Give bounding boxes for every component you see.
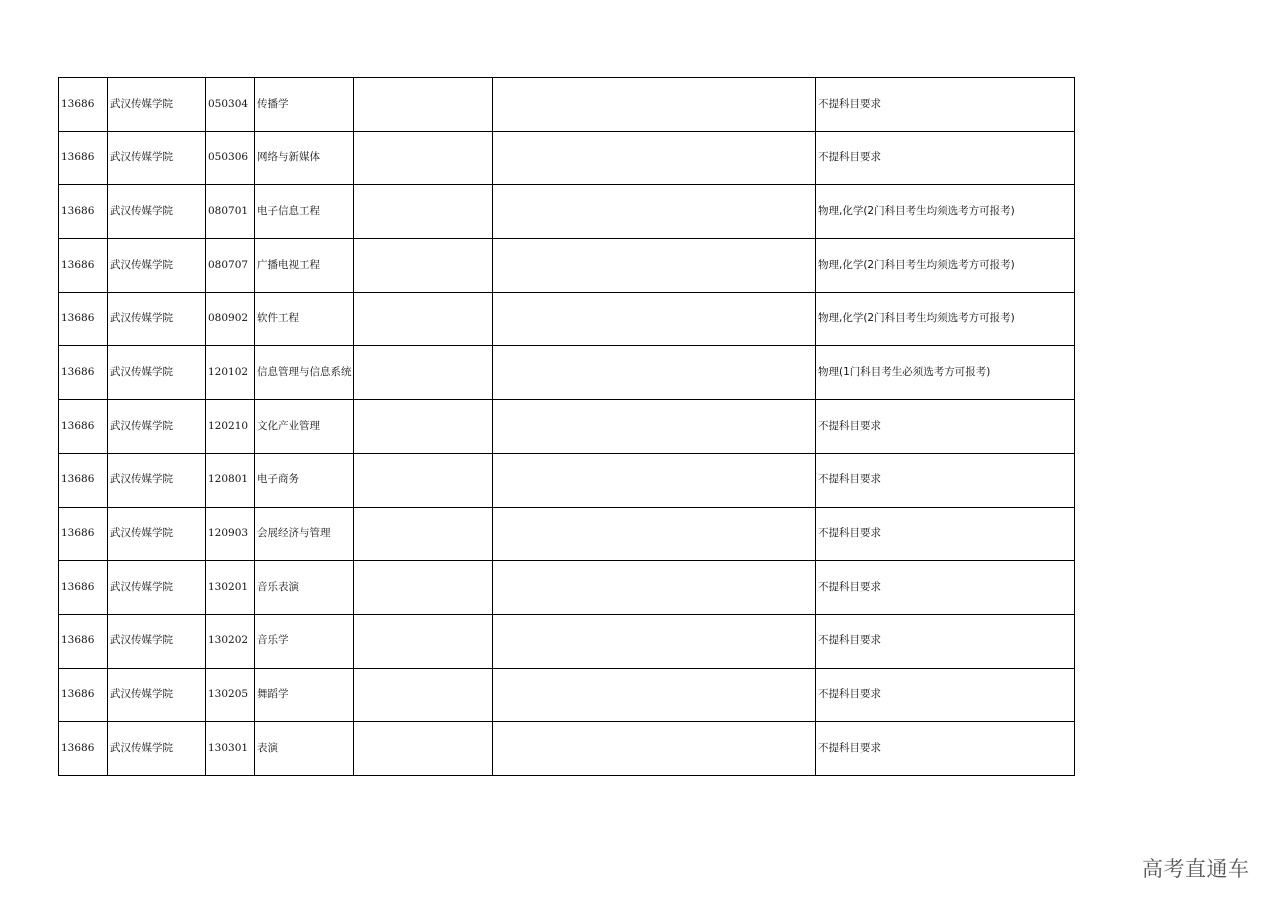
school-name-cell: 武汉传媒学院 bbox=[108, 185, 206, 239]
major-name-cell: 广播电视工程 bbox=[255, 239, 354, 293]
empty-cell bbox=[493, 561, 816, 615]
major-code-cell: 120210 bbox=[206, 400, 255, 454]
school-name-cell: 武汉传媒学院 bbox=[108, 346, 206, 400]
table-row bbox=[59, 346, 1075, 400]
table-row bbox=[59, 507, 1075, 561]
table-row bbox=[59, 453, 1075, 507]
school-name-cell: 武汉传媒学院 bbox=[108, 131, 206, 185]
school-name-cell: 武汉传媒学院 bbox=[108, 561, 206, 615]
subject-requirement-cell: 不提科目要求 bbox=[816, 400, 1075, 454]
subject-requirement-cell: 不提科目要求 bbox=[816, 131, 1075, 185]
empty-cell bbox=[493, 668, 816, 722]
major-name-cell: 舞蹈学 bbox=[255, 668, 354, 722]
empty-cell bbox=[493, 239, 816, 293]
table-row bbox=[59, 722, 1075, 776]
subject-requirement-cell: 不提科目要求 bbox=[816, 78, 1075, 132]
school-code-cell: 13686 bbox=[59, 78, 108, 132]
school-code-cell: 13686 bbox=[59, 292, 108, 346]
empty-cell bbox=[354, 346, 493, 400]
major-code-cell: 080701 bbox=[206, 185, 255, 239]
school-code-cell: 13686 bbox=[59, 131, 108, 185]
empty-cell bbox=[493, 131, 816, 185]
empty-cell bbox=[493, 78, 816, 132]
school-code-cell: 13686 bbox=[59, 614, 108, 668]
empty-cell bbox=[493, 453, 816, 507]
major-code-cell: 050306 bbox=[206, 131, 255, 185]
empty-cell bbox=[354, 561, 493, 615]
major-code-cell: 130301 bbox=[206, 722, 255, 776]
subject-requirement-cell: 物理,化学(2门科目考生均须选考方可报考) bbox=[816, 292, 1075, 346]
empty-cell bbox=[354, 668, 493, 722]
major-code-cell: 080707 bbox=[206, 239, 255, 293]
table-row bbox=[59, 400, 1075, 454]
empty-cell bbox=[493, 400, 816, 454]
empty-cell bbox=[493, 722, 816, 776]
school-name-cell: 武汉传媒学院 bbox=[108, 453, 206, 507]
empty-cell bbox=[354, 507, 493, 561]
empty-cell bbox=[354, 78, 493, 132]
major-name-cell: 文化产业管理 bbox=[255, 400, 354, 454]
major-code-cell: 120102 bbox=[206, 346, 255, 400]
major-code-cell: 120801 bbox=[206, 453, 255, 507]
empty-cell bbox=[354, 239, 493, 293]
subject-requirement-cell: 不提科目要求 bbox=[816, 722, 1075, 776]
major-name-cell: 传播学 bbox=[255, 78, 354, 132]
empty-cell bbox=[354, 453, 493, 507]
empty-cell bbox=[354, 614, 493, 668]
empty-cell bbox=[354, 131, 493, 185]
empty-cell bbox=[493, 507, 816, 561]
major-name-cell: 电子商务 bbox=[255, 453, 354, 507]
table-body bbox=[59, 78, 1075, 776]
major-name-cell: 电子信息工程 bbox=[255, 185, 354, 239]
school-name-cell: 武汉传媒学院 bbox=[108, 78, 206, 132]
school-name-cell: 武汉传媒学院 bbox=[108, 507, 206, 561]
school-code-cell: 13686 bbox=[59, 453, 108, 507]
school-code-cell: 13686 bbox=[59, 185, 108, 239]
school-name-cell: 武汉传媒学院 bbox=[108, 668, 206, 722]
empty-cell bbox=[354, 292, 493, 346]
empty-cell bbox=[493, 346, 816, 400]
major-name-cell: 音乐学 bbox=[255, 614, 354, 668]
empty-cell bbox=[493, 185, 816, 239]
subject-requirement-cell: 物理,化学(2门科目考生均须选考方可报考) bbox=[816, 239, 1075, 293]
school-name-cell: 武汉传媒学院 bbox=[108, 722, 206, 776]
table-row bbox=[59, 292, 1075, 346]
school-code-cell: 13686 bbox=[59, 346, 108, 400]
school-code-cell: 13686 bbox=[59, 561, 108, 615]
school-name-cell: 武汉传媒学院 bbox=[108, 400, 206, 454]
empty-cell bbox=[354, 185, 493, 239]
major-code-cell: 130201 bbox=[206, 561, 255, 615]
major-name-cell: 会展经济与管理 bbox=[255, 507, 354, 561]
subject-requirement-cell: 不提科目要求 bbox=[816, 561, 1075, 615]
school-name-cell: 武汉传媒学院 bbox=[108, 239, 206, 293]
subject-requirements-table bbox=[58, 77, 1075, 776]
major-code-cell: 080902 bbox=[206, 292, 255, 346]
empty-cell bbox=[354, 722, 493, 776]
major-code-cell: 130205 bbox=[206, 668, 255, 722]
major-code-cell: 050304 bbox=[206, 78, 255, 132]
subject-requirement-cell: 物理(1门科目考生必须选考方可报考) bbox=[816, 346, 1075, 400]
major-name-cell: 信息管理与信息系统 bbox=[255, 346, 354, 400]
major-code-cell: 130202 bbox=[206, 614, 255, 668]
empty-cell bbox=[493, 292, 816, 346]
table-row bbox=[59, 78, 1075, 132]
empty-cell bbox=[493, 614, 816, 668]
school-code-cell: 13686 bbox=[59, 668, 108, 722]
table-row bbox=[59, 131, 1075, 185]
subject-requirement-cell: 物理,化学(2门科目考生均须选考方可报考) bbox=[816, 185, 1075, 239]
subject-requirement-cell: 不提科目要求 bbox=[816, 507, 1075, 561]
school-code-cell: 13686 bbox=[59, 507, 108, 561]
school-code-cell: 13686 bbox=[59, 400, 108, 454]
major-name-cell: 网络与新媒体 bbox=[255, 131, 354, 185]
school-name-cell: 武汉传媒学院 bbox=[108, 614, 206, 668]
school-code-cell: 13686 bbox=[59, 722, 108, 776]
table-row bbox=[59, 614, 1075, 668]
watermark-text: 高考直通车 bbox=[1142, 857, 1250, 881]
major-code-cell: 120903 bbox=[206, 507, 255, 561]
table-row bbox=[59, 185, 1075, 239]
school-code-cell: 13686 bbox=[59, 239, 108, 293]
table-row bbox=[59, 239, 1075, 293]
subject-requirement-cell: 不提科目要求 bbox=[816, 614, 1075, 668]
subject-requirement-cell: 不提科目要求 bbox=[816, 453, 1075, 507]
major-name-cell: 音乐表演 bbox=[255, 561, 354, 615]
table-row bbox=[59, 561, 1075, 615]
major-name-cell: 表演 bbox=[255, 722, 354, 776]
empty-cell bbox=[354, 400, 493, 454]
subject-requirement-cell: 不提科目要求 bbox=[816, 668, 1075, 722]
major-name-cell: 软件工程 bbox=[255, 292, 354, 346]
school-name-cell: 武汉传媒学院 bbox=[108, 292, 206, 346]
table-row bbox=[59, 668, 1075, 722]
